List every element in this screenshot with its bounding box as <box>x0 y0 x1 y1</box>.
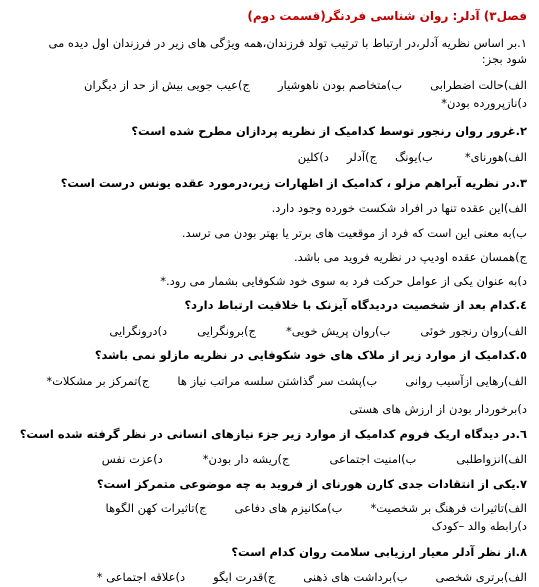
question-6-options <box>8 451 527 467</box>
question-7-option-c: ج)تاثیرات کهن الگوها <box>105 501 207 515</box>
question-6-option-b: ب)امنیت اجتماعی <box>329 452 417 466</box>
question-3-stem: ۳.در نظریه آبراهم مزلو ، کدامیک از اظهارات زیر،درمورد عقده یونس درست است؟ <box>60 176 527 190</box>
chapter-title: فصل۳) آدلر: روان شناسی فردنگر(قسمت دوم) <box>247 9 527 23</box>
question-2-option-a: الف)هورنای* <box>464 150 527 164</box>
question-2-option-d: د)کلین <box>297 150 329 164</box>
question-5-options <box>8 373 527 389</box>
question-4-option-b: ب)روان پریش خویی* <box>285 324 391 338</box>
question-1-stem-line-1: ۱.بر اساس نظریه آدلر،در ارتباط با ترتیب تولد فرزندان،همه ویژگی های زیر در فرزندان اول دیده می <box>48 36 527 50</box>
question-8-stem: ۸.از نظر آدلر معیار ارزیابی سلامت روان کدام است؟ <box>231 545 527 559</box>
question-7-options <box>8 500 527 516</box>
question-4-option-a: الف)روان رنجور خوئی <box>420 324 527 338</box>
question-5-stem: ٥.کدامیک از موارد زیر از ملاک های خود شکوفایی در نظریه مازلو نمی باشد؟ <box>94 348 527 362</box>
question-5-option-b: ب)پشت سر گذاشتن سلسه مراتب نیاز ها <box>177 374 378 388</box>
question-8-option-c: ج)قدرت ایگو <box>213 570 276 584</box>
question-7-option-b: ب)مکانیزم های دفاعی <box>234 501 343 515</box>
question-4-option-d: د)درونگرایی <box>109 324 168 338</box>
question-1-options <box>8 77 527 93</box>
question-8-option-a: الف)برتری شخصی <box>435 570 527 584</box>
question-2-options <box>8 149 527 165</box>
question-2-stem: ۲.غرور روان رنجور توسط کدامیک از نظریه پردازان مطرح شده است؟ <box>131 124 527 138</box>
question-8-options <box>8 569 527 585</box>
question-4-options <box>8 323 527 339</box>
question-2-option-b: ب)یونگ <box>394 150 433 164</box>
question-5-option-c: ج)تمرکز بر مشکلات* <box>46 374 150 388</box>
question-1-option-b: ب)متخاصم بودن ناهوشیار <box>277 78 403 92</box>
question-4-stem: ٤.کدام بعد از شخصیت دردیدگاه آیزنک با خلاقیت ارتباط دارد؟ <box>184 298 527 312</box>
question-8-option-b: ب)برداشت های ذهنی <box>303 570 408 584</box>
question-6-stem: ٦.در دیدگاه اریک فروم کدامیک از موارد زیر جزء نیازهای انسانی در نظر گرفته شده است؟ <box>19 427 527 441</box>
question-3-option-c: ج)همسان عقده اودیپ در نظریه فروید می باشد. <box>294 250 527 264</box>
question-3-option-b: ب)به معنی این است که فرد از موقعیت های برتر یا بهتر بودن می ترسد. <box>181 226 527 240</box>
question-2-option-c: ج)آدلر <box>346 150 377 164</box>
question-6-option-c: ج)ریشه دار بودن* <box>202 452 290 466</box>
question-5-option-d: د)برخوردار بودن از ارزش های هستی <box>349 402 527 416</box>
question-1-stem-line-2: شود بجز: <box>481 52 527 66</box>
question-6-option-d: د)عزت نفس <box>101 452 163 466</box>
question-1-option-c: ج)عیب جویی بیش از حد از دیگران <box>84 78 250 92</box>
question-8-option-d: د)علاقه اجتماعی * <box>96 570 186 584</box>
question-7-option-d: د)رابطه والد –کودک <box>431 519 527 533</box>
question-1-option-a: الف)حالت اضطرابی <box>430 78 527 92</box>
question-4-option-c: ج)برونگرایی <box>197 324 256 338</box>
question-6-option-a: الف)انزواطلبی <box>456 452 527 466</box>
question-3-option-d: د)به عنوان یکی از عوامل حرکت فرد به سوی خود شکوفایی بشمار می رود.* <box>160 274 527 288</box>
question-7-option-a: الف)تاثیرات فرهنگ بر شخصیت* <box>370 501 527 515</box>
question-5-option-a: الف)رهایی ازآسیب روانی <box>405 374 527 388</box>
question-7-stem: ۷.یکی از انتقادات جدی کارن هورنای از فروید به چه موضوعی متمرکز است؟ <box>96 477 527 491</box>
question-3-option-a: الف)این عقده تنها در افراد شکست خورده وجود دارد. <box>271 201 527 215</box>
question-1-option-d: د)نازپرورده بودن* <box>441 96 527 110</box>
